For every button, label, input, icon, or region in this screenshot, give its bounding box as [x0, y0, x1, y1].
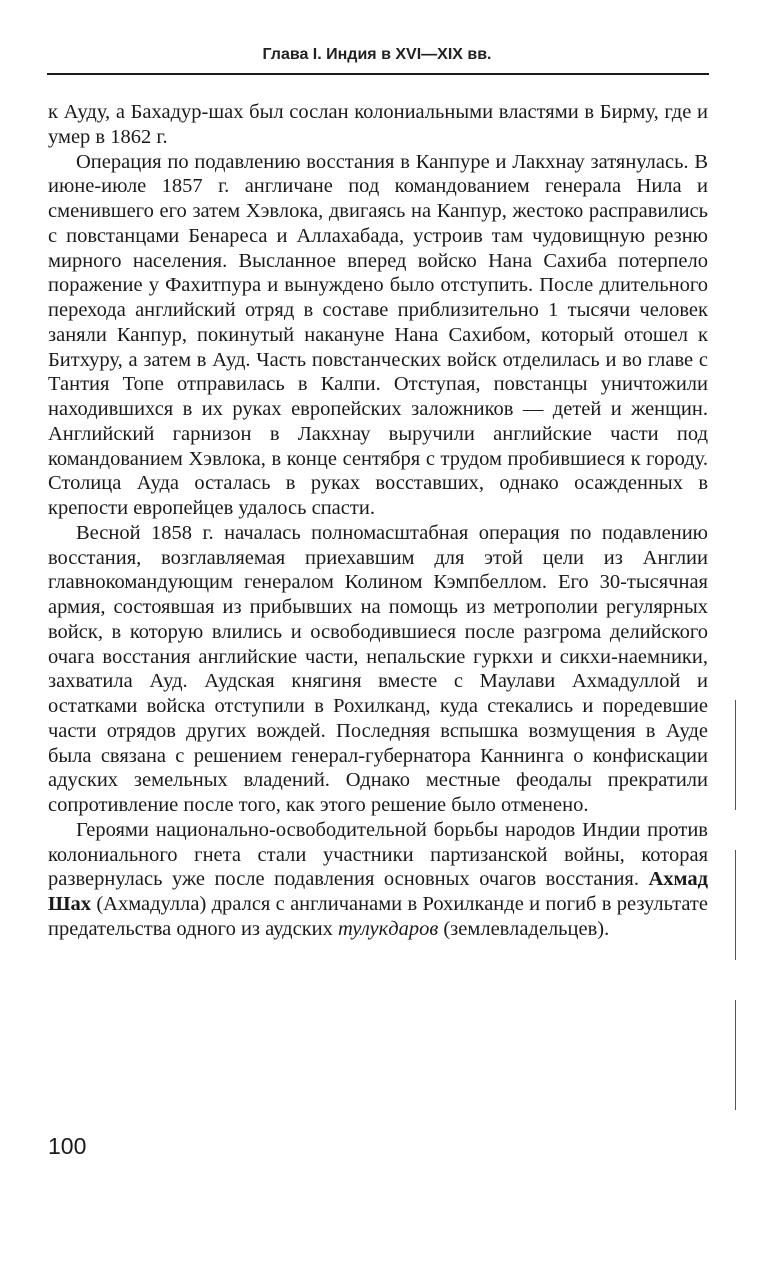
paragraph-text: Операция по подавлению восстания в Канпуре и Лакхнау затянулась. В июне-июле 1857 г. англичане под командованием генерала Нила и сменившего его затем Хэвлока, двигаясь на Канпур, жестоко расправились с повстанцами Бенареса и Аллахабада, устроив там чудовищную резню мирного населения. Высланное вперед войско Нана Сахиба потерпело поражение у Фахитпура и вынуждено было отступить. После длительного перехода английский отряд в составе приблизительно 1 тысячи человек заняли Канпур, покинутый накануне Нана Сахибом, который отошел к Битхуру, а затем в Ауд. Часть повстанческих войск отделилась и во главе с Тантия Топе отправилась в Калпи. Отступая, повстанцы уничтожили находившихся в их руках европейских заложников — детей и женщин. Английский гарнизон в Лакхнау выручили английские части под командованием Хэвлока, в конце сентября с трудом пробившиеся к городу. Столица Ауда осталась в руках восставших, однако осажденных в крепости европейцев удалось спасти. [48, 150, 708, 519]
scan-margin-mark [735, 700, 736, 810]
page-number: 100 [48, 1133, 87, 1159]
paragraph [48, 150, 708, 521]
scan-margin-mark [735, 850, 736, 960]
paragraph-text: Героями национально-освободительной борьбы народов Индии против колониального гнета стали участники партизанской войны, которая развернулась уже после подавления основных очагов восстания. [48, 818, 708, 891]
paragraph [48, 521, 708, 818]
paragraph-text: Весной 1858 г. началась полномасштабная операция по подавлению восстания, возглавляемая приехавшим для этой цели из Англии главнокомандующим генералом Колином Кэмпбеллом. Его 30-тысячная армия, состоявшая из прибывших на помощь из метрополии регулярных войск, в которую влились и освободившиеся после разгрома делийского очага восстания английские части, непальские гуркхи и сикхи-наемники, захватила Ауд. Аудская княгиня вместе с Маулави Ахмадуллой и остатками войска отступили в Рохилканд, куда стекались и поредевшие части отрядов других вождей. Последняя вспышка возмущения в Ауде была связана с решением генерал-губернатора Каннинга о конфискации адуских земельных владений. Однако местные феодалы прекратили сопротивление после того, как этого решение было отменено. [48, 521, 708, 816]
paragraph [48, 100, 708, 150]
header-rule [47, 73, 709, 75]
italic-term: тулукдаров [338, 917, 439, 940]
paragraph-text: (землевладельцев). [438, 917, 610, 940]
paragraph-text: к Ауду, а Бахадур-шах был сослан колониальными властями в Бирму, где и умер в 1862 г. [48, 101, 708, 148]
bold-term: Ахмад Шах [48, 868, 708, 915]
scan-margin-mark [735, 1000, 736, 1110]
paragraph [48, 818, 708, 942]
paragraph-text: (Ахмадулла) дрался с англичанами в Рохилканде и погиб в результате предательства одного из аудских [48, 893, 708, 940]
running-header: Глава I. Индия в XVI—XIX вв. [262, 46, 492, 63]
body-text [48, 100, 708, 942]
